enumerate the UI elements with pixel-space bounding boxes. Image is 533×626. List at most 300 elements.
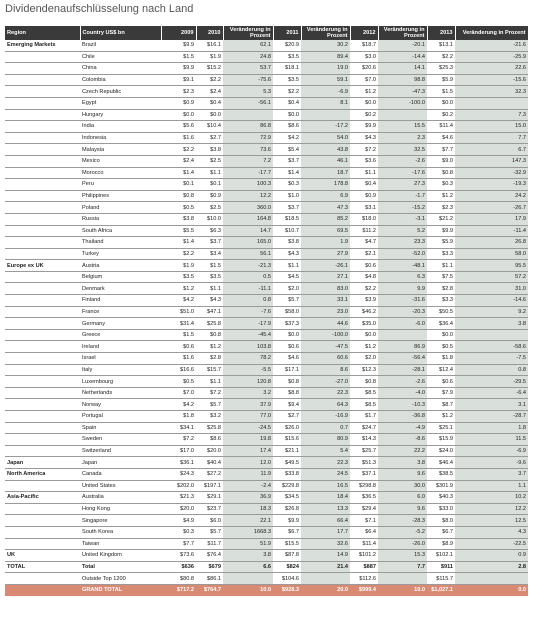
value-cell: $15.7: [196, 364, 223, 376]
value-cell: $4.6: [273, 353, 301, 365]
value-cell: $229.8: [273, 480, 301, 492]
value-cell: $911: [427, 561, 455, 573]
country-cell: Netherlands: [80, 387, 161, 399]
value-cell: $1.9: [196, 51, 223, 63]
value-cell: $1.5: [427, 86, 455, 98]
change-cell: 14.9: [301, 550, 350, 562]
change-cell: -29.5: [455, 376, 528, 388]
change-cell: -1.7: [378, 190, 427, 202]
value-cell: $4.7: [350, 237, 378, 249]
table-row: [5, 109, 528, 121]
change-cell: 7.2: [223, 155, 273, 167]
value-cell: $9.4: [273, 399, 301, 411]
change-cell: 58.0: [455, 248, 528, 260]
change-cell: 31.0: [455, 283, 528, 295]
table-row: [5, 515, 528, 527]
table-body: [5, 40, 528, 596]
change-cell: -47.3: [378, 86, 427, 98]
change-cell: -20.3: [378, 306, 427, 318]
value-cell: $0.0: [196, 109, 223, 121]
change-cell: 3.8: [455, 318, 528, 330]
value-cell: $21.3: [161, 492, 196, 504]
change-cell: -32.9: [455, 167, 528, 179]
value-cell: $4.2: [161, 295, 196, 307]
value-cell: $7.0: [161, 387, 196, 399]
change-cell: 22.2: [378, 445, 427, 457]
value-cell: $3.5: [196, 271, 223, 283]
value-cell: $20.0: [196, 445, 223, 457]
change-cell: -28.3: [378, 515, 427, 527]
value-cell: $5.7: [273, 295, 301, 307]
value-cell: $0.5: [427, 341, 455, 353]
value-cell: $15.2: [196, 63, 223, 75]
change-cell: 1668.3: [223, 526, 273, 538]
change-cell: 60.6: [301, 353, 350, 365]
country-cell: Italy: [80, 364, 161, 376]
value-cell: $1.9: [161, 260, 196, 272]
value-cell: $3.7: [273, 155, 301, 167]
region-cell: [5, 364, 80, 376]
value-cell: $8.0: [427, 515, 455, 527]
value-cell: $3.7: [196, 237, 223, 249]
value-cell: $0.2: [350, 109, 378, 121]
country-cell: Luxembourg: [80, 376, 161, 388]
value-cell: $2.7: [273, 411, 301, 423]
change-cell: 12.0: [223, 457, 273, 469]
country-cell: Turkey: [80, 248, 161, 260]
value-cell: $0.9: [196, 190, 223, 202]
change-cell: -25.9: [455, 51, 528, 63]
value-cell: $51.0: [161, 306, 196, 318]
value-cell: $0.8: [161, 190, 196, 202]
value-cell: $3.5: [161, 271, 196, 283]
change-cell: 22.1: [223, 515, 273, 527]
value-cell: $2.3: [427, 202, 455, 214]
value-cell: $0.0: [350, 97, 378, 109]
value-cell: $0.8: [427, 167, 455, 179]
value-cell: $16.1: [196, 40, 223, 51]
region-cell: Emerging Markets: [5, 40, 80, 51]
value-cell: $49.5: [273, 457, 301, 469]
change-cell: [223, 573, 273, 585]
value-cell: $7.2: [196, 387, 223, 399]
change-cell: 0.7: [301, 422, 350, 434]
value-cell: $5.9: [427, 74, 455, 86]
value-cell: $18.0: [350, 213, 378, 225]
change-cell: -28.1: [378, 364, 427, 376]
value-cell: $11.2: [350, 225, 378, 237]
change-cell: 0.0: [455, 584, 528, 595]
value-cell: $717.2: [161, 584, 196, 595]
table-row: [5, 167, 528, 179]
table-row: [5, 86, 528, 98]
country-cell: Egypt: [80, 97, 161, 109]
value-cell: $8.8: [273, 387, 301, 399]
change-cell: 5.2: [378, 225, 427, 237]
value-cell: $0.8: [350, 376, 378, 388]
value-cell: $3.4: [196, 248, 223, 260]
table-row: [5, 376, 528, 388]
region-cell: [5, 295, 80, 307]
change-cell: 15.5: [378, 121, 427, 133]
change-cell: -100.0: [301, 329, 350, 341]
change-cell: 8.1: [301, 97, 350, 109]
value-cell: $4.8: [350, 271, 378, 283]
value-cell: $1.2: [427, 190, 455, 202]
change-cell: -2.4: [223, 480, 273, 492]
change-cell: -26.7: [455, 202, 528, 214]
region-cell: [5, 202, 80, 214]
region-cell: [5, 155, 80, 167]
change-cell: 36.9: [223, 492, 273, 504]
value-cell: $0.8: [273, 376, 301, 388]
table-row: [5, 155, 528, 167]
value-cell: $0.6: [161, 341, 196, 353]
change-cell: 7.3: [455, 109, 528, 121]
value-cell: $112.6: [350, 573, 378, 585]
value-cell: $9.9: [350, 121, 378, 133]
change-cell: 147.3: [455, 155, 528, 167]
value-cell: $2.3: [161, 86, 196, 98]
change-cell: 3.8: [378, 457, 427, 469]
value-cell: $51.3: [350, 457, 378, 469]
change-cell: 27.9: [301, 248, 350, 260]
value-cell: $0.5: [161, 202, 196, 214]
region-cell: [5, 584, 80, 595]
change-cell: -19.3: [455, 179, 528, 191]
change-cell: 15.3: [378, 550, 427, 562]
region-cell: [5, 51, 80, 63]
value-cell: $0.0: [350, 329, 378, 341]
value-cell: $11.4: [427, 121, 455, 133]
grand-total-row: [5, 584, 528, 595]
table-row: [5, 329, 528, 341]
country-cell: GRAND TOTAL: [80, 584, 161, 595]
change-cell: -7.6: [223, 306, 273, 318]
value-cell: $40.4: [196, 457, 223, 469]
region-cell: [5, 248, 80, 260]
region-cell: Europe ex UK: [5, 260, 80, 272]
value-cell: $0.2: [427, 109, 455, 121]
table-row: [5, 132, 528, 144]
value-cell: $37.3: [273, 318, 301, 330]
value-cell: $115.7: [427, 573, 455, 585]
value-cell: $10.7: [273, 225, 301, 237]
value-cell: $27.2: [196, 468, 223, 480]
region-cell: [5, 329, 80, 341]
value-cell: $6.7: [427, 526, 455, 538]
region-cell: [5, 63, 80, 75]
value-cell: $3.0: [350, 51, 378, 63]
change-cell: -5.5: [223, 364, 273, 376]
value-cell: $1.4: [273, 167, 301, 179]
value-cell: $1.5: [196, 260, 223, 272]
change-cell: 59.1: [301, 74, 350, 86]
table-row: [5, 213, 528, 225]
value-cell: $0.0: [273, 329, 301, 341]
value-cell: $7.7: [427, 144, 455, 156]
country-cell: Israel: [80, 353, 161, 365]
page-title: Dividendenaufschlüsselung nach Land: [5, 3, 194, 15]
value-cell: $12.3: [350, 364, 378, 376]
change-cell: [455, 97, 528, 109]
value-cell: $679: [196, 561, 223, 573]
value-cell: $25.1: [427, 422, 455, 434]
table-row: [5, 202, 528, 214]
change-cell: -6.9: [301, 86, 350, 98]
table-row: [5, 353, 528, 365]
value-cell: $2.5: [196, 202, 223, 214]
change-cell: 5.4: [301, 445, 350, 457]
region-cell: [5, 445, 80, 457]
table-row: [5, 399, 528, 411]
table-row: [5, 480, 528, 492]
change-cell: 11.5: [455, 434, 528, 446]
country-cell: India: [80, 121, 161, 133]
table-row: [5, 422, 528, 434]
change-cell: 30.2: [301, 40, 350, 51]
value-cell: $4.3: [196, 295, 223, 307]
value-cell: $9.9: [161, 40, 196, 51]
change-cell: [378, 329, 427, 341]
value-cell: $2.2: [161, 144, 196, 156]
value-cell: $0.4: [196, 97, 223, 109]
change-cell: 10.0: [223, 584, 273, 595]
change-cell: 18.7: [301, 167, 350, 179]
region-cell: [5, 341, 80, 353]
change-cell: 54.0: [301, 132, 350, 144]
change-cell: 27.3: [378, 179, 427, 191]
value-cell: $3.9: [350, 295, 378, 307]
value-cell: $34.5: [273, 492, 301, 504]
country-cell: Ireland: [80, 341, 161, 353]
value-cell: $1.4: [161, 167, 196, 179]
header-change-2013: Veränderung in Prozent: [455, 26, 528, 40]
value-cell: $8.6: [196, 434, 223, 446]
region-cell: North America: [5, 468, 80, 480]
value-cell: $18.5: [273, 213, 301, 225]
country-cell: Switzerland: [80, 445, 161, 457]
change-cell: 3.8: [223, 550, 273, 562]
value-cell: $5.6: [161, 121, 196, 133]
value-cell: $0.0: [427, 329, 455, 341]
value-cell: $0.3: [273, 179, 301, 191]
value-cell: $2.7: [196, 132, 223, 144]
country-cell: Czech Republic: [80, 86, 161, 98]
change-cell: -7.5: [455, 353, 528, 365]
change-cell: 9.6: [378, 503, 427, 515]
value-cell: $4.3: [273, 248, 301, 260]
change-cell: -15.6: [455, 74, 528, 86]
region-cell: [5, 515, 80, 527]
value-cell: $928.3: [273, 584, 301, 595]
table-row: [5, 51, 528, 63]
change-cell: 1.9: [301, 237, 350, 249]
table-header-row: [5, 26, 528, 40]
value-cell: $1.2: [350, 341, 378, 353]
value-cell: $4.6: [427, 132, 455, 144]
value-cell: $1.1: [196, 283, 223, 295]
value-cell: $1.2: [350, 86, 378, 98]
change-cell: 72.9: [223, 132, 273, 144]
value-cell: $47.1: [196, 306, 223, 318]
change-cell: -5.2: [378, 526, 427, 538]
change-cell: -15.2: [378, 202, 427, 214]
country-cell: Germany: [80, 318, 161, 330]
value-cell: $24.0: [427, 445, 455, 457]
change-cell: 1.8: [455, 422, 528, 434]
value-cell: $9.1: [161, 74, 196, 86]
value-cell: $86.1: [196, 573, 223, 585]
change-cell: 5.3: [223, 86, 273, 98]
change-cell: 98.8: [378, 74, 427, 86]
value-cell: $1.8: [427, 353, 455, 365]
table-row: [5, 503, 528, 515]
change-cell: 17.4: [223, 445, 273, 457]
country-cell: Outside Top 1200: [80, 573, 161, 585]
region-cell: [5, 132, 80, 144]
value-cell: $10.4: [196, 121, 223, 133]
region-cell: [5, 503, 80, 515]
header-country: Country US$ bn: [80, 26, 161, 40]
value-cell: $7.9: [427, 387, 455, 399]
value-cell: $1.1: [350, 167, 378, 179]
change-cell: -11.4: [455, 225, 528, 237]
change-cell: 46.1: [301, 155, 350, 167]
change-cell: -48.1: [378, 260, 427, 272]
value-cell: $25.3: [427, 63, 455, 75]
change-cell: 0.5: [223, 271, 273, 283]
table-row: [5, 225, 528, 237]
region-cell: [5, 237, 80, 249]
country-cell: Singapore: [80, 515, 161, 527]
change-cell: [455, 329, 528, 341]
value-cell: $5.7: [196, 526, 223, 538]
change-cell: [378, 573, 427, 585]
change-cell: 15.0: [455, 121, 528, 133]
value-cell: $8.9: [427, 538, 455, 550]
value-cell: $2.2: [196, 74, 223, 86]
change-cell: 62.1: [223, 40, 273, 51]
country-cell: Brazil: [80, 40, 161, 51]
value-cell: $202.0: [161, 480, 196, 492]
change-cell: 69.5: [301, 225, 350, 237]
country-cell: Canada: [80, 468, 161, 480]
header-change-2010: Veränderung in Prozent: [223, 26, 273, 40]
change-cell: 83.0: [301, 283, 350, 295]
region-cell: [5, 387, 80, 399]
value-cell: $3.5: [273, 51, 301, 63]
value-cell: $3.6: [350, 155, 378, 167]
value-cell: $25.7: [350, 445, 378, 457]
country-cell: Indonesia: [80, 132, 161, 144]
change-cell: 43.8: [301, 144, 350, 156]
change-cell: 33.1: [301, 295, 350, 307]
change-cell: 23.3: [378, 237, 427, 249]
value-cell: $102.1: [427, 550, 455, 562]
change-cell: -17.9: [223, 318, 273, 330]
header-change-2012: Veränderung in Prozent: [378, 26, 427, 40]
value-cell: $1.1: [427, 260, 455, 272]
change-cell: 10.2: [455, 492, 528, 504]
value-cell: $7.1: [350, 515, 378, 527]
value-cell: $36.5: [350, 492, 378, 504]
change-cell: -17.7: [223, 167, 273, 179]
value-cell: $7.2: [161, 434, 196, 446]
table-row: [5, 318, 528, 330]
value-cell: $3.8: [196, 144, 223, 156]
value-cell: $1.1: [196, 376, 223, 388]
value-cell: $7.5: [427, 271, 455, 283]
table-row: [5, 538, 528, 550]
value-cell: $9.9: [427, 225, 455, 237]
value-cell: $764.7: [196, 584, 223, 595]
header-2010: 2010: [196, 26, 223, 40]
value-cell: $2.1: [350, 248, 378, 260]
value-cell: $17.0: [161, 445, 196, 457]
table-row: [5, 526, 528, 538]
change-cell: 77.0: [223, 411, 273, 423]
value-cell: $11.7: [196, 538, 223, 550]
change-cell: -6.0: [378, 318, 427, 330]
header-change-2011: Veränderung in Prozent: [301, 26, 350, 40]
region-cell: [5, 434, 80, 446]
change-cell: 47.3: [301, 202, 350, 214]
value-cell: $33.8: [273, 468, 301, 480]
value-cell: $1.4: [161, 237, 196, 249]
value-cell: $11.4: [350, 538, 378, 550]
value-cell: $2.4: [196, 86, 223, 98]
change-cell: -8.6: [378, 434, 427, 446]
change-cell: 0.8: [223, 295, 273, 307]
change-cell: 0.9: [455, 550, 528, 562]
value-cell: $31.4: [161, 318, 196, 330]
table-row: [5, 248, 528, 260]
value-cell: $12.4: [427, 364, 455, 376]
change-cell: -36.8: [378, 411, 427, 423]
country-cell: Australia: [80, 492, 161, 504]
value-cell: $0.9: [350, 190, 378, 202]
value-cell: $9.9: [273, 515, 301, 527]
header-region: Region: [5, 26, 80, 40]
change-cell: -20.1: [378, 40, 427, 51]
region-cell: [5, 179, 80, 191]
table-row: [5, 468, 528, 480]
value-cell: $3.3: [427, 295, 455, 307]
table-row: [5, 283, 528, 295]
change-cell: -6.9: [455, 445, 528, 457]
country-cell: Colombia: [80, 74, 161, 86]
value-cell: $46.4: [427, 457, 455, 469]
country-cell: Total: [80, 561, 161, 573]
value-cell: $4.2: [161, 399, 196, 411]
change-cell: -100.0: [378, 97, 427, 109]
country-cell: France: [80, 306, 161, 318]
region-cell: [5, 283, 80, 295]
change-cell: 11.9: [223, 468, 273, 480]
table-row: [5, 387, 528, 399]
change-cell: 120.8: [223, 376, 273, 388]
value-cell: $4.3: [350, 132, 378, 144]
change-cell: 86.8: [223, 121, 273, 133]
region-cell: [5, 306, 80, 318]
region-cell: [5, 399, 80, 411]
change-cell: 164.8: [223, 213, 273, 225]
value-cell: $2.2: [427, 51, 455, 63]
change-cell: 19.0: [301, 63, 350, 75]
table-row: [5, 97, 528, 109]
value-cell: $46.2: [350, 306, 378, 318]
